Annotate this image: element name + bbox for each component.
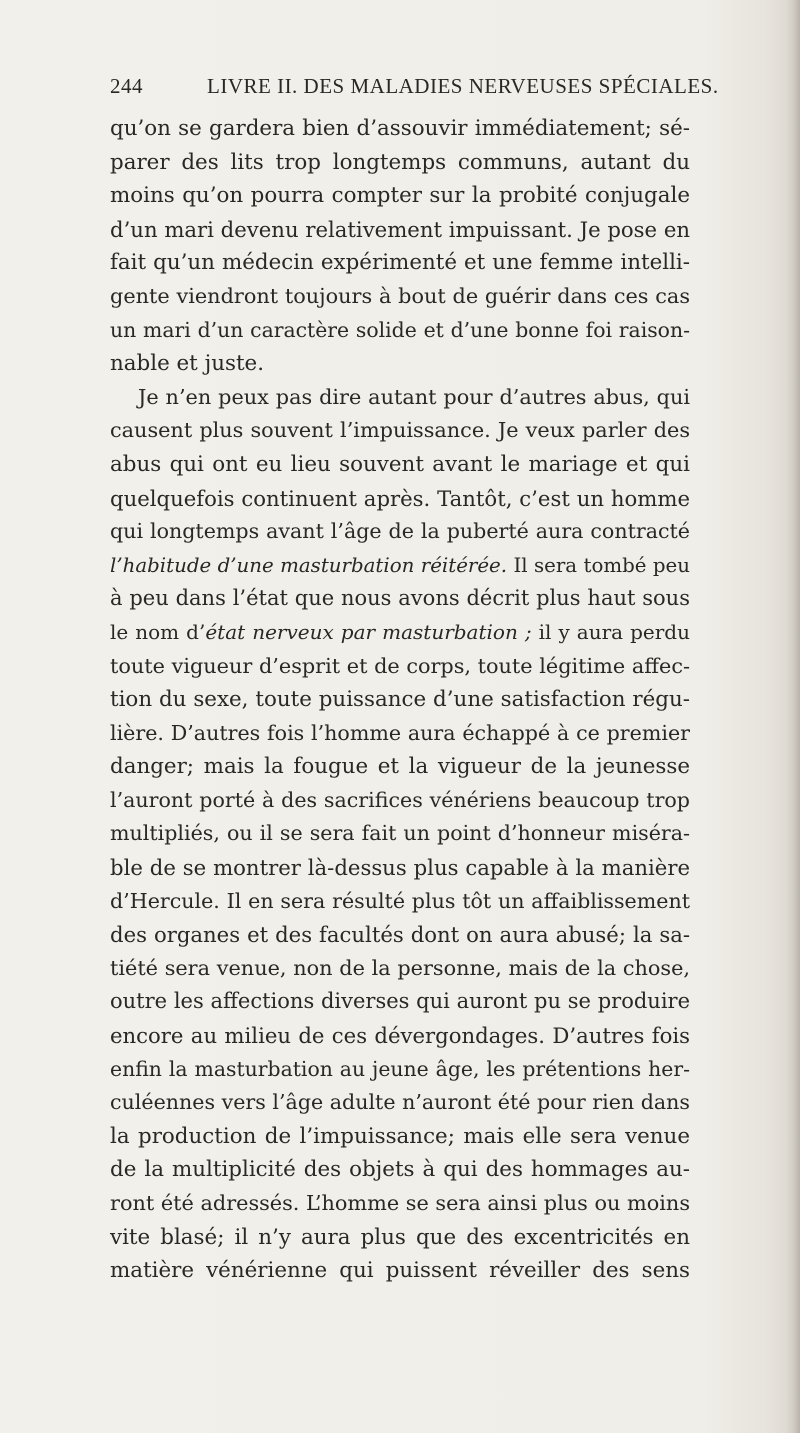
text-line: d’un mari devenu relativement impuissant. Je pose en	[110, 216, 690, 242]
text-line: causent plus souvent l’impuissance. Je veux parler des	[110, 418, 690, 443]
text-line: danger; mais la fougue et la vigueur de la jeunesse	[110, 754, 690, 780]
page-number: 244	[110, 74, 143, 98]
text-line: gente viendront toujours à bout de guérir dans ces cas	[110, 283, 690, 308]
line-prefix: le nom d’	[110, 619, 206, 644]
text-line: de la multiplicité des objets à qui des hommages au-	[110, 1157, 690, 1183]
text-line: parer des lits trop longtemps communs, autant du	[110, 149, 690, 175]
text-line: à peu dans l’état que nous avons décrit plus haut sous	[110, 586, 690, 611]
text-line: des organes et des facultés dont on aura abusé; la sa-	[110, 922, 690, 948]
text-line: lière. D’autres fois l’homme aura échappé à ce premier	[110, 720, 690, 745]
text-line: toute vigueur d’esprit et de corps, toute légitime affec-	[110, 653, 690, 678]
text-line: nable et juste.	[110, 351, 265, 377]
text-line: quelquefois continuent après. Tantôt, c’est un homme	[110, 485, 690, 511]
text-line: la production de l’impuissance; mais elle sera venue	[110, 1123, 690, 1149]
text-line: outre les affections diverses qui auront pu se produire	[110, 989, 690, 1014]
text-line: qui longtemps avant l’âge de la puberté aura contracté	[110, 519, 690, 544]
line-remainder: il y aura perdu	[531, 619, 690, 644]
running-head	[110, 74, 719, 104]
text-line: qu’on se gardera bien d’assouvir immédiatement; sé-	[110, 116, 690, 141]
page-edge-shadow	[786, 0, 800, 1433]
text-line: culéennes vers l’âge adulte n’auront été pour rien dans	[110, 1090, 690, 1115]
text-line-with-italic	[110, 549, 690, 583]
italic-phrase: l’habitude d’une masturbation réitérée.	[110, 553, 508, 577]
text-line: tion du sexe, toute puissance d’une satisfaction régu-	[110, 687, 690, 713]
text-line: vite blasé; il n’y aura plus que des excentricités en	[110, 1224, 690, 1250]
text-line: moins qu’on pourra compter sur la probité conjugale	[110, 183, 690, 209]
chapter-title: LIVRE II. DES MALADIES NERVEUSES SPÉCIALES.	[207, 74, 719, 98]
text-line: matière vénérienne qui puissent réveiller des sens	[110, 1258, 690, 1284]
body-text	[110, 112, 690, 1288]
text-line: enfin la masturbation au jeune âge, les prétentions her-	[110, 1056, 690, 1081]
text-line: d’Hercule. Il en sera résulté plus tôt un affaiblissement	[110, 888, 690, 913]
text-line-with-italic	[110, 616, 690, 650]
text-line: tiété sera venue, non de la personne, mais de la chose,	[110, 955, 690, 980]
text-line: ble de se montrer là-dessus plus capable à la manière	[110, 855, 690, 881]
text-line: encore au milieu de ces dévergondages. D’autres fois	[110, 1023, 690, 1049]
italic-phrase: état nerveux par masturbation ;	[205, 619, 532, 644]
text-line: un mari d’un caractère solide et d’une bonne foi raison-	[110, 317, 690, 342]
paragraph-first-line: Je n’en peux pas dire autant pour d’autres abus, qui	[138, 384, 690, 409]
text-line: fait qu’un médecin expérimenté et une femme intelli-	[110, 250, 690, 276]
text-line: l’auront porté à des sacrifices vénériens beaucoup trop	[110, 787, 690, 812]
text-line: ront été adressés. L’homme se sera ainsi plus ou moins	[110, 1191, 690, 1215]
text-line: multipliés, ou il se sera fait un point d’honneur miséra-	[110, 821, 690, 846]
line-remainder: Il sera tombé peu	[507, 553, 690, 577]
text-line: abus qui ont eu lieu souvent avant le mariage et qui	[110, 451, 690, 477]
